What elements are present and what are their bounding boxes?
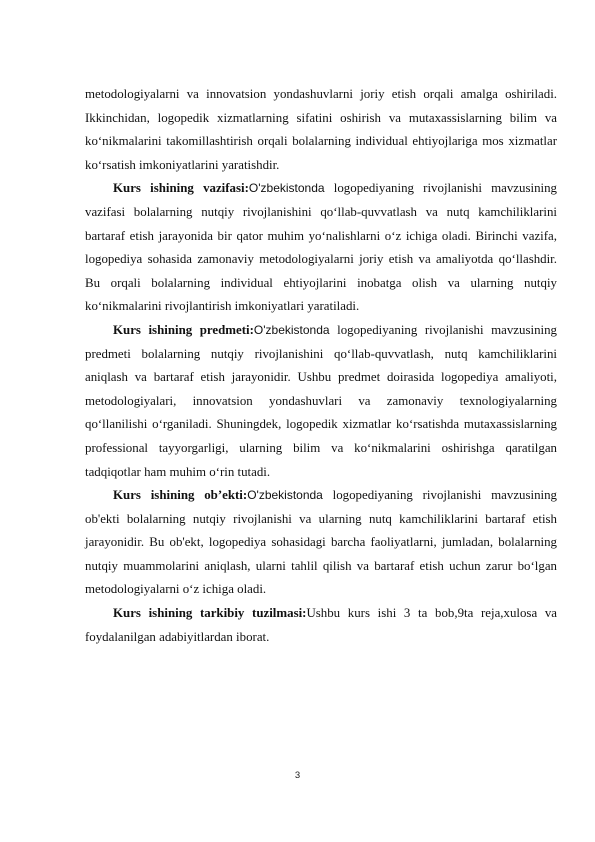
paragraph-obekti [85, 484, 557, 602]
paragraph-lead-word: O'zbekistonda [247, 488, 323, 503]
paragraph-vazifasi [85, 177, 557, 319]
page-number: 3 [294, 770, 301, 781]
paragraph-text: metodologiyalarni va innovatsion yondashuvlarni joriy etish orqali amalga oshiriladi. Ikkinchidan, logopedik xizmatlarning sifatini oshirish va mutaxassislarning bilim va ko‘nikmalarini takomillashtirish orqali bolalarning individual ehtiyojlariga mos xizmatlar ko‘rsatish imkoniyatlarini yaratishdir. [85, 87, 557, 172]
section-heading-predmeti: Kurs ishining predmeti: [113, 322, 254, 337]
paragraph-predmeti [85, 319, 557, 484]
paragraph-lead-word: O'zbekistonda [253, 322, 330, 337]
paragraph-text: logopediyaning rivojlanishi mavzusining ob'ekti bolalarning nutqiy rivojlanishi va ularning nutq kamchiliklarini bartaraf etish jarayonidir. Bu ob'ekt, logopediya sohasidagi barcha faoliyatlarni, jumladan, bolalarning nutqiy muammolarini aniqlash, ularni tahlil qilish va bartaraf etish uchun zarur bo‘lgan metodologiyalarni o‘z ichiga oladi. [85, 488, 557, 597]
paragraph-lead-word: O'zbekistonda [248, 181, 325, 196]
paragraph-tuzilmasi [85, 602, 557, 649]
section-heading-obekti: Kurs ishining ob’ekti: [113, 488, 248, 503]
section-heading-vazifasi: Kurs ishining vazifasi: [113, 181, 249, 196]
section-heading-tuzilmasi: Kurs ishining tarkibiy tuzilmasi: [113, 606, 307, 621]
paragraph-text: Ushbu kurs ishi 3 ta bob,9ta reja,xulosa va foydalanilgan adabiyitlardan iborat. [85, 606, 557, 644]
paragraph-intro-continuation [85, 83, 557, 177]
document-body [85, 83, 557, 649]
paragraph-text: logopediyaning rivojlanishi mavzusining vazifasi bolalarning nutqiy rivojlanishini qo‘llab-quvvatlash va nutq kamchiliklarini bartaraf etish jarayonida bir qator muhim yo‘nalishlarni o‘z ichiga oladi. Birinchi vazifa, logopediya sohasida zamonaviy metodologiyalarni joriy etish va amaliyotda qo‘llashdir. Bu orqali bolalarning individual ehtiyojlarini inobatga olish va ularning nutqiy ko‘nikmalarini rivojlantirish imkoniyatlari yaratiladi. [85, 181, 557, 314]
paragraph-text: logopediyaning rivojlanishi mavzusining predmeti bolalarning nutqiy rivojlanishini qo‘llab-quvvatlash, nutq kamchiliklarini aniqlash va bartaraf etish jarayonidir. Ushbu predmet doirasida logopediya amaliyoti, metodologiyalari, innovatsion yondashuvlari va zamonaviy texnologiyalarning qo‘llanilishi o‘rganiladi. Shuningdek, logopedik xizmatlar ko‘rsatishda mutaxassislarning professional tayyorgarligi, ularning bilim va ko‘nikmalarini oshirishga qaratilgan tadqiqotlar ham muhim o‘rin tutadi. [85, 322, 557, 479]
